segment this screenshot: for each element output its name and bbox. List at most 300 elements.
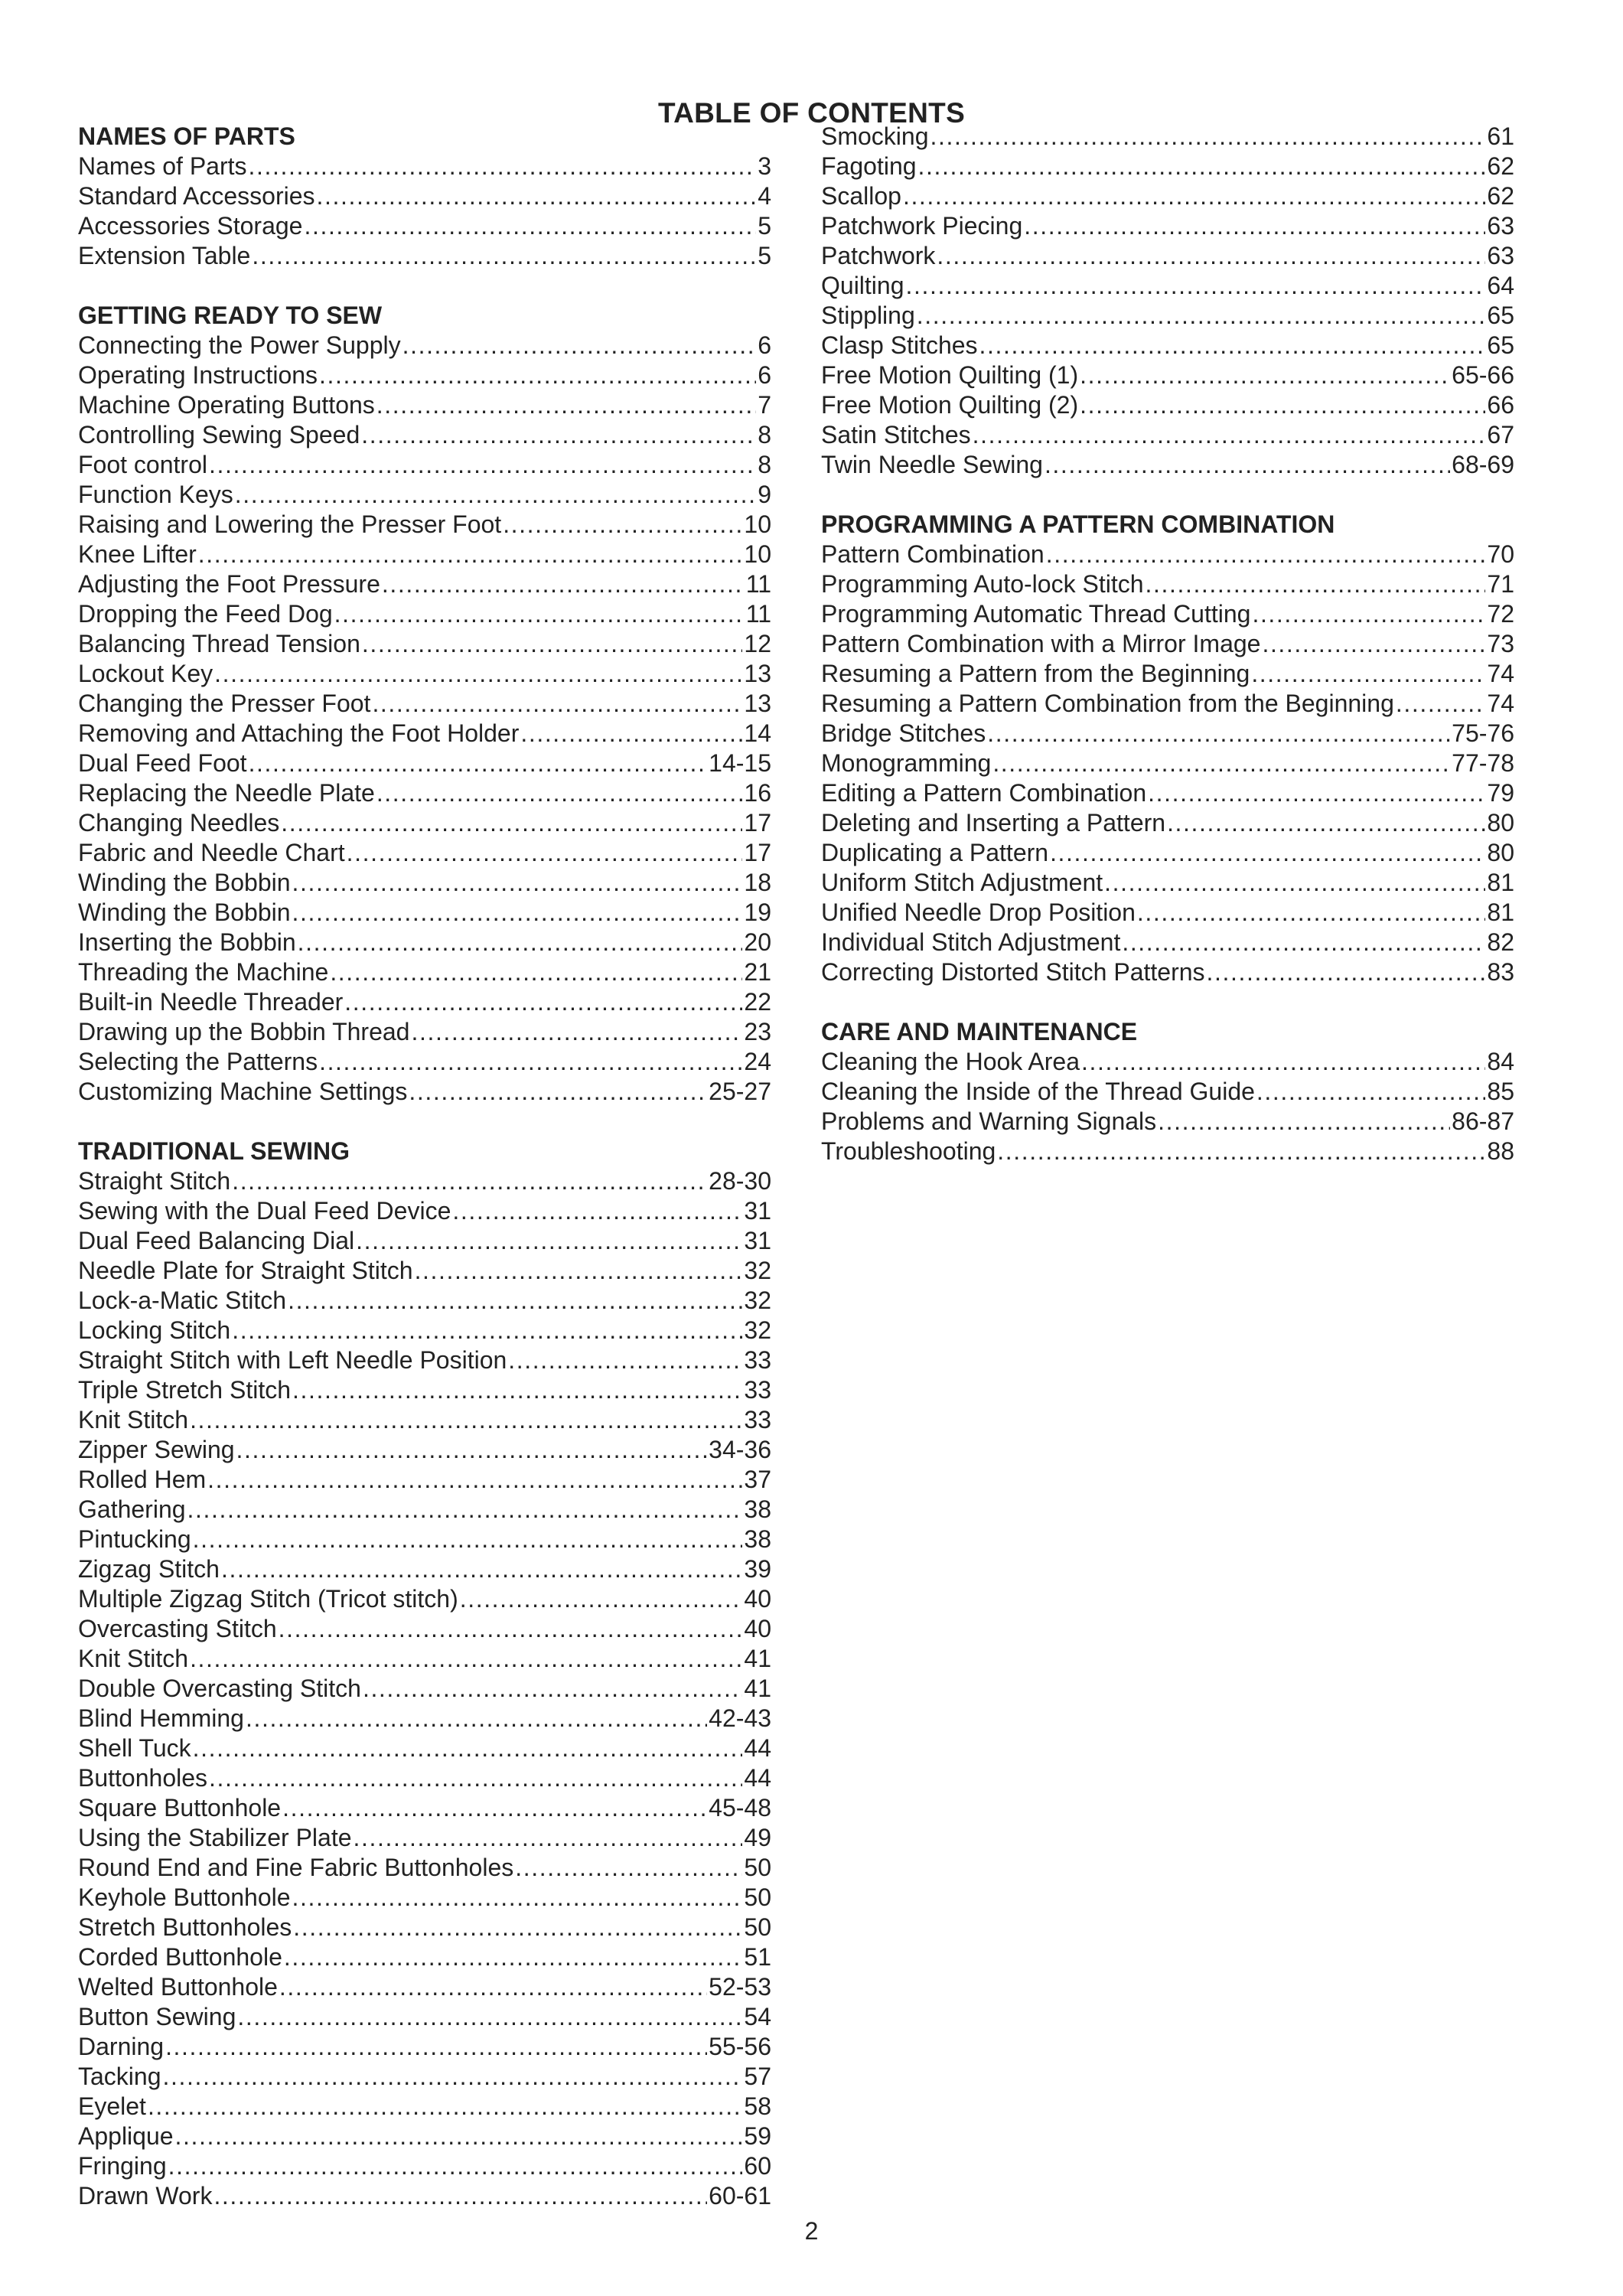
entry-title: Inserting the Bobbin	[78, 928, 296, 956]
entry-title: Adjusting the Foot Pressure	[78, 570, 380, 598]
entry-page-number: 83	[1487, 958, 1514, 986]
dot-leader	[376, 778, 743, 808]
dot-leader	[987, 719, 1450, 748]
entry-page-number: 74	[1487, 690, 1514, 717]
toc-entry-fagoting[interactable]	[821, 152, 1514, 181]
toc-entry-lockout-key[interactable]	[78, 659, 771, 689]
toc-entry-corded-buttonhole[interactable]	[78, 1942, 771, 1972]
toc-entry-gathering[interactable]	[78, 1495, 771, 1525]
toc-entry-machine-operating-buttons[interactable]	[78, 390, 771, 420]
dot-leader	[187, 1495, 743, 1525]
toc-entry-knit-stitch[interactable]	[78, 1405, 771, 1435]
toc-entry-patchwork[interactable]	[821, 241, 1514, 271]
entry-page-number: 8	[758, 451, 771, 478]
entry-title: Selecting the Patterns	[78, 1048, 318, 1075]
dot-leader	[319, 360, 756, 390]
toc-entry-operating-instructions[interactable]	[78, 360, 771, 390]
entry-title: Knit Stitch	[78, 1406, 189, 1433]
entry-title: Stretch Buttonholes	[78, 1913, 292, 1941]
dot-leader	[246, 1704, 707, 1733]
entry-page-number: 39	[744, 1555, 771, 1583]
toc-entry-satin-stitches[interactable]	[821, 420, 1514, 450]
toc-entry-zigzag-stitch[interactable]	[78, 1554, 771, 1584]
toc-entry-dropping-the-feed-dog[interactable]	[78, 599, 771, 629]
toc-entry-winding-the-bobbin[interactable]	[78, 868, 771, 898]
toc-entry-knit-stitch[interactable]	[78, 1644, 771, 1674]
entry-title: Built-in Needle Threader	[78, 988, 344, 1016]
toc-entry-square-buttonhole[interactable]	[78, 1793, 771, 1823]
entry-title: Balancing Thread Tension	[78, 630, 360, 657]
entry-title: Triple Stretch Stitch	[78, 1376, 292, 1404]
entry-title: Lockout Key	[78, 660, 213, 687]
entry-title: Patchwork	[821, 242, 936, 269]
toc-entry-function-keys[interactable]	[78, 480, 771, 510]
dot-leader	[415, 1256, 743, 1286]
dot-leader	[354, 1823, 743, 1853]
toc-entry-locking-stitch[interactable]	[78, 1316, 771, 1345]
dot-leader	[1080, 390, 1485, 420]
dot-leader	[292, 868, 743, 898]
toc-entry-deleting-and-inserting-a-pattern[interactable]	[821, 808, 1514, 838]
toc-entry-unified-needle-drop-position[interactable]	[821, 898, 1514, 928]
entry-title: Uniform Stitch Adjustment	[821, 869, 1103, 896]
dot-leader	[409, 1077, 707, 1107]
dot-leader	[304, 211, 756, 241]
toc-entry-pattern-combination[interactable]	[821, 540, 1514, 569]
entry-page-number: 84	[1487, 1048, 1514, 1075]
toc-entry-multiple-zigzag-stitch-tricot-stitch[interactable]	[78, 1584, 771, 1614]
entry-page-number: 65	[1487, 331, 1514, 359]
entry-page-number: 75-76	[1452, 719, 1514, 747]
entry-title: Clasp Stitches	[821, 331, 978, 359]
entry-page-number: 20	[744, 928, 771, 956]
entry-page-number: 49	[744, 1824, 771, 1851]
toc-entry-selecting-the-patterns[interactable]	[78, 1047, 771, 1077]
toc-entry-problems-and-warning-signals[interactable]	[821, 1107, 1514, 1137]
toc-entry-resuming-a-pattern-combination-from-the-beginning[interactable]	[821, 689, 1514, 719]
toc-entry-zipper-sewing[interactable]	[78, 1435, 771, 1465]
entry-page-number: 28-30	[709, 1167, 771, 1195]
dot-leader	[1167, 808, 1485, 838]
entry-title: Free Motion Quilting (1)	[821, 361, 1079, 389]
toc-entry-stippling[interactable]	[821, 301, 1514, 331]
dot-leader	[282, 1793, 707, 1823]
toc-entry-inserting-the-bobbin[interactable]	[78, 928, 771, 957]
toc-entry-controlling-sewing-speed[interactable]	[78, 420, 771, 450]
toc-section-names-of-parts	[78, 122, 771, 271]
toc-entry-uniform-stitch-adjustment[interactable]	[821, 868, 1514, 898]
toc-entry-drawing-up-the-bobbin-thread[interactable]	[78, 1017, 771, 1047]
toc-entry-drawn-work[interactable]	[78, 2181, 771, 2211]
entry-title: Operating Instructions	[78, 361, 318, 389]
toc-entry-extension-table[interactable]	[78, 241, 771, 271]
entry-page-number: 13	[744, 690, 771, 717]
entry-title: Welted Buttonhole	[78, 1973, 278, 2001]
dot-leader	[973, 420, 1486, 450]
toc-entry-bridge-stitches[interactable]	[821, 719, 1514, 748]
entry-title: Keyhole Buttonhole	[78, 1883, 291, 1911]
entry-title: Scallop	[821, 182, 901, 210]
entry-title: Programming Auto-lock Stitch	[821, 570, 1144, 598]
toc-entry-rolled-hem[interactable]	[78, 1465, 771, 1495]
dot-leader	[319, 1047, 742, 1077]
dot-leader	[376, 390, 756, 420]
toc-entry-buttonholes[interactable]	[78, 1763, 771, 1793]
entry-title: Stippling	[821, 302, 915, 329]
entry-title: Foot control	[78, 451, 207, 478]
dot-leader	[918, 152, 1486, 181]
dot-leader	[1081, 1047, 1485, 1077]
toc-entry-scallop[interactable]	[821, 181, 1514, 211]
toc-entry-knee-lifter[interactable]	[78, 540, 771, 569]
toc-entry-cleaning-the-inside-of-the-thread-guide[interactable]	[821, 1077, 1514, 1107]
entry-page-number: 67	[1487, 421, 1514, 448]
entry-page-number: 21	[744, 958, 771, 986]
entry-page-number: 57	[744, 2063, 771, 2090]
entry-title: Dropping the Feed Dog	[78, 600, 333, 628]
toc-entry-winding-the-bobbin[interactable]	[78, 898, 771, 928]
toc-entry-pintucking[interactable]	[78, 1525, 771, 1554]
entry-title: Cleaning the Inside of the Thread Guide	[821, 1078, 1255, 1105]
entry-page-number: 16	[744, 779, 771, 807]
dot-leader	[249, 748, 708, 778]
dot-leader	[344, 987, 742, 1017]
entry-page-number: 59	[744, 2122, 771, 2150]
entry-page-number: 4	[758, 182, 771, 210]
dot-leader	[214, 659, 742, 689]
page-number: 2	[804, 2217, 819, 2245]
entry-page-number: 81	[1487, 869, 1514, 896]
dot-leader	[1158, 1107, 1450, 1137]
entry-title: Fringing	[78, 2152, 167, 2180]
entry-page-number: 65	[1487, 302, 1514, 329]
toc-entry-twin-needle-sewing[interactable]	[821, 450, 1514, 480]
dot-leader	[232, 1166, 707, 1196]
entry-title: Overcasting Stitch	[78, 1615, 277, 1642]
entry-title: Free Motion Quilting (2)	[821, 391, 1079, 419]
dot-leader	[193, 1525, 743, 1554]
dot-leader	[347, 838, 743, 868]
dot-leader	[317, 181, 757, 211]
toc-entry-needle-plate-for-straight-stitch[interactable]	[78, 1256, 771, 1286]
toc-entry-sewing-with-the-dual-feed-device[interactable]	[78, 1196, 771, 1226]
toc-entry-correcting-distorted-stitch-patterns[interactable]	[821, 957, 1514, 987]
dot-leader	[1104, 868, 1485, 898]
entry-title: Controlling Sewing Speed	[78, 421, 360, 448]
entry-page-number: 81	[1487, 899, 1514, 926]
dot-leader	[334, 599, 745, 629]
dot-leader	[249, 152, 757, 181]
toc-entry-raising-and-lowering-the-presser-foot[interactable]	[78, 510, 771, 540]
dot-leader	[221, 1554, 742, 1584]
entry-title: Straight Stitch with Left Needle Position	[78, 1346, 507, 1374]
toc-entry-using-the-stabilizer-plate[interactable]	[78, 1823, 771, 1853]
entry-page-number: 10	[744, 510, 771, 538]
dot-leader	[168, 2151, 743, 2181]
entry-page-number: 86-87	[1452, 1107, 1514, 1135]
entry-page-number: 14-15	[709, 749, 771, 777]
toc-entry-overcasting-stitch[interactable]	[78, 1614, 771, 1644]
dot-leader	[1256, 1077, 1486, 1107]
entry-title: Individual Stitch Adjustment	[821, 928, 1121, 956]
dot-leader	[1146, 569, 1486, 599]
dot-leader	[292, 898, 743, 928]
toc-entry-keyhole-buttonhole[interactable]	[78, 1883, 771, 1913]
toc-entry-double-overcasting-stitch[interactable]	[78, 1674, 771, 1704]
toc-entry-editing-a-pattern-combination[interactable]	[821, 778, 1514, 808]
entry-page-number: 85	[1487, 1078, 1514, 1105]
entry-page-number: 62	[1487, 152, 1514, 180]
toc-entry-threading-the-machine[interactable]	[78, 957, 771, 987]
entry-title: Names of Parts	[78, 152, 247, 180]
dot-leader	[232, 1316, 742, 1345]
toc-entry-dual-feed-foot[interactable]	[78, 748, 771, 778]
toc-entry-troubleshooting[interactable]	[821, 1137, 1514, 1166]
entry-page-number: 19	[744, 899, 771, 926]
entry-page-number: 38	[744, 1495, 771, 1523]
entry-title: Replacing the Needle Plate	[78, 779, 375, 807]
toc-entry-monogramming[interactable]	[821, 748, 1514, 778]
toc-entry-eyelet[interactable]	[78, 2092, 771, 2122]
dot-leader	[292, 1375, 742, 1405]
dot-leader	[165, 2032, 707, 2062]
dot-leader	[992, 748, 1450, 778]
toc-section-traditional-sewing	[78, 1137, 771, 2211]
dot-leader	[356, 1226, 742, 1256]
dot-leader	[997, 1137, 1485, 1166]
entry-title: Eyelet	[78, 2092, 146, 2120]
toc-entry-clasp-stitches[interactable]	[821, 331, 1514, 360]
entry-title: Unified Needle Drop Position	[821, 899, 1136, 926]
toc-entry-button-sewing[interactable]	[78, 2002, 771, 2032]
entry-title: Rolled Hem	[78, 1466, 207, 1493]
entry-page-number: 22	[744, 988, 771, 1016]
toc-section-programming-a-pattern-combination	[821, 510, 1514, 987]
toc-entry-dual-feed-balancing-dial[interactable]	[78, 1226, 771, 1256]
toc-entry-built-in-needle-threader[interactable]	[78, 987, 771, 1017]
entry-page-number: 50	[744, 1883, 771, 1911]
entry-title: Smocking	[821, 122, 929, 150]
entry-page-number: 44	[744, 1764, 771, 1792]
toc-entry-triple-stretch-stitch[interactable]	[78, 1375, 771, 1405]
entry-page-number: 55-56	[709, 2033, 771, 2060]
dot-leader	[362, 629, 743, 659]
toc-entry-changing-the-presser-foot[interactable]	[78, 689, 771, 719]
entry-title: Satin Stitches	[821, 421, 971, 448]
entry-title: Monogramming	[821, 749, 992, 777]
entry-page-number: 18	[744, 869, 771, 896]
entry-page-number: 64	[1487, 272, 1514, 299]
entry-page-number: 37	[744, 1466, 771, 1493]
entry-title: Customizing Machine Settings	[78, 1078, 408, 1105]
toc-entry-balancing-thread-tension[interactable]	[78, 629, 771, 659]
entry-title: Sewing with the Dual Feed Device	[78, 1197, 451, 1225]
toc-entry-resuming-a-pattern-from-the-beginning[interactable]	[821, 659, 1514, 689]
entry-title: Tacking	[78, 2063, 161, 2090]
toc-entry-changing-needles[interactable]	[78, 808, 771, 838]
dot-leader	[1050, 838, 1485, 868]
dot-leader	[361, 420, 756, 450]
entry-title: Using the Stabilizer Plate	[78, 1824, 352, 1851]
toc-entry-pattern-combination-with-a-mirror-image[interactable]	[821, 629, 1514, 659]
entry-title: Raising and Lowering the Presser Foot	[78, 510, 502, 538]
entry-title: Square Buttonhole	[78, 1794, 282, 1821]
page-title: TABLE OF CONTENTS	[657, 96, 966, 129]
dot-leader	[503, 510, 742, 540]
entry-title: Double Overcasting Stitch	[78, 1675, 361, 1702]
entry-page-number: 8	[758, 421, 771, 448]
dot-leader	[1207, 957, 1486, 987]
dot-leader	[930, 122, 1486, 152]
dot-leader	[903, 181, 1485, 211]
dot-leader	[937, 241, 1485, 271]
entry-page-number: 51	[744, 1943, 771, 1971]
entry-title: Multiple Zigzag Stitch (Tricot stitch)	[78, 1585, 458, 1613]
toc-entry-programming-auto-lock-stitch[interactable]	[821, 569, 1514, 599]
entry-page-number: 25-27	[709, 1078, 771, 1105]
entry-title: Editing a Pattern Combination	[821, 779, 1147, 807]
entry-page-number: 33	[744, 1406, 771, 1433]
entry-title: Quilting	[821, 272, 904, 299]
entry-title: Resuming a Pattern Combination from the Beginning	[821, 690, 1394, 717]
toc-entry-accessories-storage[interactable]	[78, 211, 771, 241]
toc-entry-quilting[interactable]	[821, 271, 1514, 301]
dot-leader	[284, 1942, 743, 1972]
toc-entry-straight-stitch[interactable]	[78, 1166, 771, 1196]
dot-leader	[1137, 898, 1486, 928]
entry-page-number: 44	[744, 1734, 771, 1762]
toc-entry-patchwork-piecing[interactable]	[821, 211, 1514, 241]
dot-leader	[1262, 629, 1485, 659]
dot-leader	[163, 2062, 743, 2092]
entry-title: Programming Automatic Thread Cutting	[821, 600, 1251, 628]
dot-leader	[1251, 659, 1485, 689]
toc-entry-adjusting-the-foot-pressure[interactable]	[78, 569, 771, 599]
toc-entry-standard-accessories[interactable]	[78, 181, 771, 211]
toc-entry-blind-hemming[interactable]	[78, 1704, 771, 1733]
toc-entry-foot-control[interactable]	[78, 450, 771, 480]
entry-page-number: 70	[1487, 540, 1514, 568]
dot-leader	[252, 241, 756, 271]
entry-title: Troubleshooting	[821, 1137, 996, 1165]
toc-entry-darning[interactable]	[78, 2032, 771, 2062]
entry-title: Removing and Attaching the Foot Holder	[78, 719, 520, 747]
entry-title: Fabric and Needle Chart	[78, 839, 345, 866]
entry-title: Needle Plate for Straight Stitch	[78, 1257, 413, 1284]
toc-entry-fabric-and-needle-chart[interactable]	[78, 838, 771, 868]
toc-entry-stretch-buttonholes[interactable]	[78, 1913, 771, 1942]
dot-leader	[288, 1286, 742, 1316]
entry-page-number: 52-53	[709, 1973, 771, 2001]
entry-title: Correcting Distorted Stitch Patterns	[821, 958, 1205, 986]
toc-entry-tacking[interactable]	[78, 2062, 771, 2092]
entry-page-number: 9	[758, 481, 771, 508]
toc-entry-applique[interactable]	[78, 2122, 771, 2151]
dot-leader	[209, 450, 756, 480]
entry-page-number: 80	[1487, 839, 1514, 866]
entry-page-number: 77-78	[1452, 749, 1514, 777]
toc-entry-individual-stitch-adjustment[interactable]	[821, 928, 1514, 957]
toc-entry-connecting-the-power-supply[interactable]	[78, 331, 771, 360]
dot-leader	[372, 689, 742, 719]
entry-page-number: 50	[744, 1913, 771, 1941]
toc-entry-welted-buttonhole[interactable]	[78, 1972, 771, 2002]
entry-page-number: 88	[1487, 1137, 1514, 1165]
dot-leader	[363, 1674, 742, 1704]
entry-page-number: 40	[744, 1615, 771, 1642]
section-heading: TRADITIONAL SEWING	[78, 1137, 350, 1165]
toc-entry-replacing-the-needle-plate[interactable]	[78, 778, 771, 808]
entry-title: Blind Hemming	[78, 1704, 244, 1732]
dot-leader	[917, 301, 1486, 331]
entry-title: Round End and Fine Fabric Buttonholes	[78, 1854, 514, 1881]
toc-entry-programming-automatic-thread-cutting[interactable]	[821, 599, 1514, 629]
entry-title: Dual Feed Foot	[78, 749, 247, 777]
entry-page-number: 54	[744, 2003, 771, 2030]
entry-title: Patchwork Piecing	[821, 212, 1023, 240]
dot-leader	[1396, 689, 1486, 719]
entry-page-number: 61	[1487, 122, 1514, 150]
dot-leader	[1080, 360, 1450, 390]
dot-leader	[382, 569, 745, 599]
entry-page-number: 24	[744, 1048, 771, 1075]
toc-entry-round-end-and-fine-fabric-buttonholes[interactable]	[78, 1853, 771, 1883]
toc-entry-lock-a-matic-stitch[interactable]	[78, 1286, 771, 1316]
entry-page-number: 62	[1487, 182, 1514, 210]
dot-leader	[209, 1763, 742, 1793]
dot-leader	[235, 480, 756, 510]
toc-entry-free-motion-quilting-2[interactable]	[821, 390, 1514, 420]
dot-leader	[1148, 778, 1485, 808]
dot-leader	[148, 2092, 742, 2122]
entry-title: Changing the Presser Foot	[78, 690, 371, 717]
toc-section-continued	[821, 122, 1514, 480]
entry-page-number: 50	[744, 1854, 771, 1881]
dot-leader	[411, 1017, 742, 1047]
entry-page-number: 11	[745, 600, 771, 628]
toc-entry-duplicating-a-pattern[interactable]	[821, 838, 1514, 868]
dot-leader	[906, 271, 1486, 301]
entry-title: Drawing up the Bobbin Thread	[78, 1018, 410, 1045]
entry-title: Extension Table	[78, 242, 251, 269]
entry-page-number: 14	[744, 719, 771, 747]
entry-title: Changing Needles	[78, 809, 280, 837]
toc-entry-shell-tuck[interactable]	[78, 1733, 771, 1763]
entry-page-number: 31	[744, 1227, 771, 1254]
entry-page-number: 65-66	[1452, 361, 1514, 389]
entry-title: Shell Tuck	[78, 1734, 191, 1762]
entry-page-number: 58	[744, 2092, 771, 2120]
toc-entry-customizing-machine-settings[interactable]	[78, 1077, 771, 1107]
toc-entry-free-motion-quilting-1[interactable]	[821, 360, 1514, 390]
toc-entry-removing-and-attaching-the-foot-holder[interactable]	[78, 719, 771, 748]
dot-leader	[193, 1733, 743, 1763]
toc-entry-fringing[interactable]	[78, 2151, 771, 2181]
entry-title: Button Sewing	[78, 2003, 236, 2030]
entry-title: Deleting and Inserting a Pattern	[821, 809, 1166, 837]
entry-page-number: 32	[744, 1257, 771, 1284]
entry-page-number: 34-36	[709, 1436, 771, 1463]
dot-leader	[515, 1853, 742, 1883]
entry-title: Zigzag Stitch	[78, 1555, 220, 1583]
entry-title: Threading the Machine	[78, 958, 329, 986]
toc-entry-straight-stitch-with-left-needle-position[interactable]	[78, 1345, 771, 1375]
toc-entry-cleaning-the-hook-area[interactable]	[821, 1047, 1514, 1077]
toc-entry-names-of-parts[interactable]	[78, 152, 771, 181]
entry-page-number: 41	[744, 1645, 771, 1672]
toc-entry-smocking[interactable]	[821, 122, 1514, 152]
entry-page-number: 10	[744, 540, 771, 568]
